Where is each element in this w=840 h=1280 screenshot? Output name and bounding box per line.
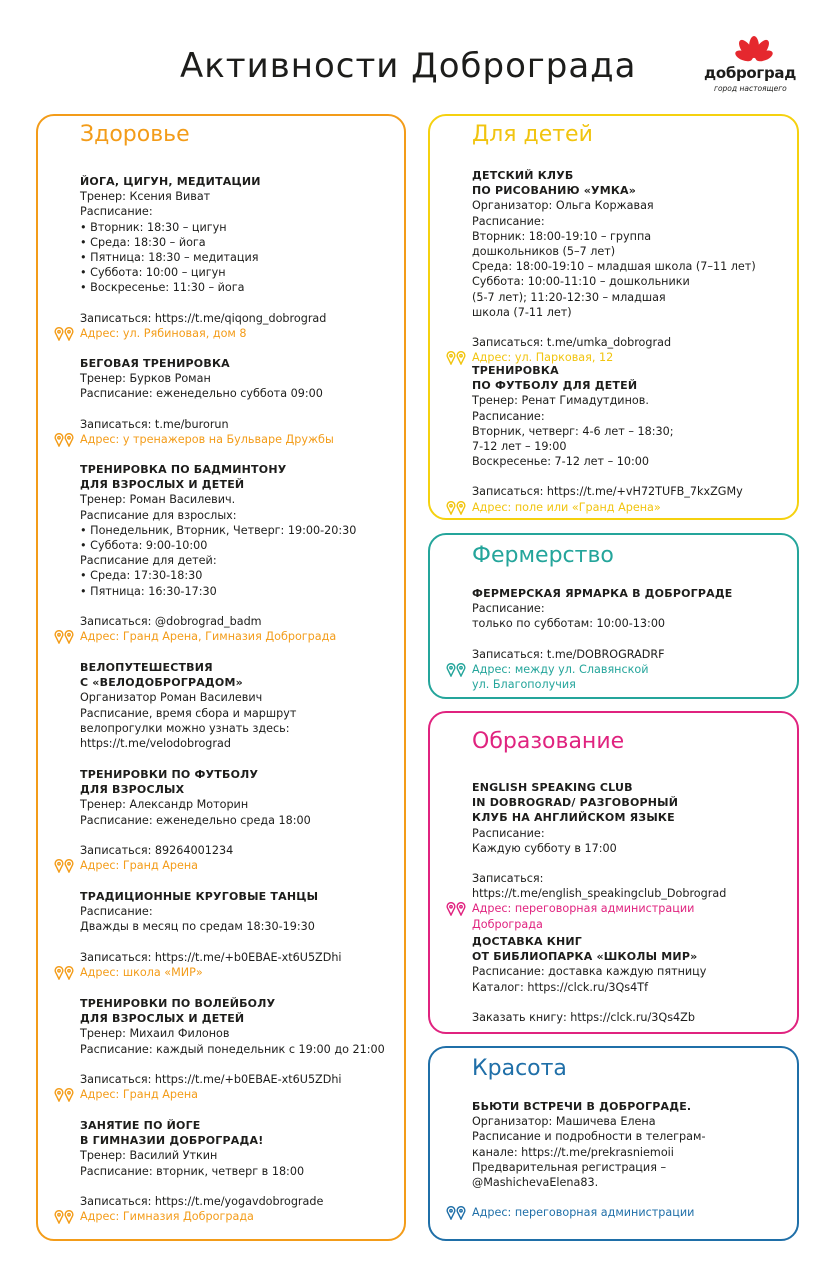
location-pins-icon [53, 327, 75, 341]
location-pins-icon [53, 630, 75, 644]
signup-link[interactable]: Записаться: 89264001234 [80, 843, 234, 857]
activity-badminton [80, 462, 394, 644]
address: Адрес: школа «МИР» [80, 965, 203, 979]
activity-velo [80, 660, 394, 751]
address: Адрес: Гранд Арена, Гимназия Доброграда [80, 630, 337, 644]
activity-title: ТРЕНИРОВКИ ПО ВОЛЕЙБОЛУ ДЛЯ ВЗРОСЛЫХ И ДЕТЕЙ [80, 997, 276, 1026]
activity-umka [472, 168, 787, 365]
logo [700, 36, 804, 98]
activity-yoga-qigong [80, 174, 394, 341]
activity-body: Расписание: Дважды в месяц по средам 18:30-19:30 [80, 905, 315, 934]
activity-title: ВЕЛОПУТЕШЕСТВИЯ С «ВЕЛОДОБРОГРАДОМ» [80, 661, 243, 690]
activity-body: Тренер: Ренат Гимадутдинов. Расписание: Вторник, четверг: 4-6 лет – 18:30; 7-12 лет – 19:00 Воскресенье: 7-12 лет – 10:00 [472, 394, 674, 469]
order-link[interactable]: Заказать книгу: https://clck.ru/3Qs4Zb [472, 1010, 695, 1024]
location-pins-icon [445, 351, 467, 365]
section-title: Фермерство [472, 543, 614, 568]
activity-body: Организатор: Ольга Коржавая Расписание: Вторник: 18:00-19:10 – группа дошкольников (5–7 лет) Среда: 18:00-19:10 – младшая школа (7–11 лет) Суббота: 10:00-11:10 – дошкольники (5-7 лет); 11:20-12:30 – младшая школа (7-11 лет) [472, 199, 756, 319]
signup-link[interactable]: Записаться: https://t.me/+vH72TUFB_7kxZGMy [472, 485, 743, 499]
section-title: Красота [472, 1056, 567, 1081]
location-pins-icon [53, 1210, 75, 1224]
activity-body: Тренер: Роман Василевич. Расписание для взрослых: • Понедельник, Вторник, Четверг: 19:00-20:30 • Суббота: 9:00-10:00 Расписание для детей: • Среда: 17:30-18:30 • Пятница: 16:30-17:30 [80, 493, 357, 598]
section-title: Здоровье [80, 122, 190, 147]
address: Адрес: ул. Рябиновая, дом 8 [80, 326, 247, 340]
activity-title: ДЕТСКИЙ КЛУБ ПО РИСОВАНИЮ «УМКА» [472, 169, 637, 198]
address: Адрес: Гимназия Доброграда [80, 1210, 254, 1224]
section-title: Образование [472, 729, 625, 754]
activity-title: БЕГОВАЯ ТРЕНИРОВКА [80, 357, 230, 370]
activity-title: ENGLISH SPEAKING CLUB IN DOBROGRAD/ РАЗГОВОРНЫЙ КЛУБ НА АНГЛИЙСКОМ ЯЗЫКЕ [472, 781, 679, 825]
activity-body: Тренер: Бурков Роман Расписание: еженедельно суббота 09:00 [80, 372, 323, 401]
activity-football-kids [472, 363, 787, 515]
address: Адрес: переговорная администрации [472, 1206, 695, 1220]
activity-title: ТРАДИЦИОННЫЕ КРУГОВЫЕ ТАНЦЫ [80, 890, 319, 903]
activity-title: ТРЕНИРОВКИ ПО ФУТБОЛУ ДЛЯ ВЗРОСЛЫХ [80, 768, 259, 797]
activity-title: ДОСТАВКА КНИГ ОТ БИБЛИОПАРКА «ШКОЛЫ МИР» [472, 935, 698, 964]
signup-link[interactable]: Записаться: https://t.me/english_speakingclub_Dobrograd [472, 872, 727, 901]
signup-link[interactable]: Записаться: @dobrograd_badm [80, 614, 262, 628]
logo-name: доброград [704, 64, 797, 82]
activity-title: БЬЮТИ ВСТРЕЧИ В ДОБРОГРАДЕ. [472, 1100, 692, 1113]
location-pins-icon [445, 501, 467, 515]
location-pins-icon [53, 966, 75, 980]
address: Адрес: поле или «Гранд Арена» [472, 500, 661, 514]
activity-body: Организатор Роман Василевич Расписание, время сбора и маршрут велопрогулки можно узнать здесь: https://t.me/velodobrograd [80, 691, 297, 751]
address: Адрес: Гранд Арена [80, 859, 199, 873]
section-health [36, 114, 406, 1241]
signup-link[interactable]: Записаться: t.me/burorun [80, 417, 229, 431]
activity-title: ЗАНЯТИЕ ПО ЙОГЕ В ГИМНАЗИИ ДОБРОГРАДА! [80, 1119, 264, 1148]
activity-body: Расписание: Каждую субботу в 17:00 [472, 826, 617, 855]
signup-link[interactable]: Записаться: https://t.me/+b0ЕВАЕ-xt6U5ZDhi [80, 950, 342, 964]
signup-link[interactable]: Записаться: https://t.me/+b0ЕВАЕ-xt6U5ZDhi [80, 1072, 342, 1086]
activity-beauty-meetings [472, 1099, 787, 1220]
activity-title: ТРЕНИРОВКА ПО ФУТБОЛУ ДЛЯ ДЕТЕЙ [472, 364, 638, 393]
activity-body: Тренер: Ксения Виват Расписание: • Вторник: 18:30 – цигун • Среда: 18:30 – йога • Пятница: 18:30 – медитация • Суббота: 10:00 – цигун • Воскресенье: 11:30 – йога [80, 190, 259, 295]
logo-slogan: город настоящего [714, 84, 787, 93]
activity-body: Расписание: только по субботам: 10:00-13:00 [472, 602, 666, 631]
location-pins-icon [53, 859, 75, 873]
activity-books-delivery [472, 934, 787, 1025]
location-pins-icon [445, 902, 467, 916]
activity-body: Тренер: Михаил Филонов Расписание: каждый понедельник с 19:00 до 21:00 [80, 1027, 385, 1056]
location-pins-icon [53, 433, 75, 447]
activity-title: ТРЕНИРОВКА ПО БАДМИНТОНУ ДЛЯ ВЗРОСЛЫХ И ДЕТЕЙ [80, 463, 287, 492]
activity-title: ЙОГА, ЦИГУН, МЕДИТАЦИИ [80, 175, 261, 188]
page-title: Активности Доброграда [180, 46, 637, 86]
activity-body: Тренер: Александр Моторин Расписание: еженедельно среда 18:00 [80, 798, 311, 827]
section-title: Для детей [472, 122, 593, 147]
address: Адрес: между ул. Славянской ул. Благополучия [472, 662, 649, 692]
activity-english-club [472, 780, 787, 932]
location-pins-icon [445, 1206, 467, 1220]
activity-dances [80, 889, 394, 980]
activity-volleyball [80, 996, 394, 1102]
section-kids [428, 114, 799, 520]
activity-body: Расписание: доставка каждую пятницу Каталог: https://clck.ru/3Qs4Tf [472, 965, 707, 994]
signup-link[interactable]: Записаться: https://t.me/yogavdobrograde [80, 1194, 324, 1208]
address: Адрес: переговорная администрации Доброграда [472, 902, 695, 931]
location-pins-icon [53, 1088, 75, 1102]
logo-petals-icon [734, 36, 774, 66]
address: Адрес: у тренажеров на Бульваре Дружбы [80, 432, 334, 446]
section-beauty [428, 1046, 799, 1241]
activity-body: Организатор: Машичева Елена Расписание и подробности в телеграм- канале: https://t.me/prekrasniemoii Предварительная регистрация – @MashichevaElena83. [472, 1115, 706, 1190]
location-pins-icon [445, 663, 467, 677]
signup-link[interactable]: Записаться: https://t.me/qiqong_dobrograd [80, 311, 327, 325]
signup-link[interactable]: Записаться: t.me/DOBROGRADRF [472, 647, 665, 661]
signup-link[interactable]: Записаться: t.me/umka_dobrograd [472, 336, 672, 350]
activity-farm-fair [472, 586, 787, 692]
activity-body: Тренер: Василий Уткин Расписание: вторник, четверг в 18:00 [80, 1149, 305, 1178]
activity-title: ФЕРМЕРСКАЯ ЯРМАРКА В ДОБРОГРАДЕ [472, 587, 733, 600]
section-education [428, 711, 799, 1034]
activity-football-adults [80, 767, 394, 873]
address: Адрес: Гранд Арена [80, 1088, 199, 1102]
activity-running [80, 356, 394, 447]
section-farm [428, 533, 799, 699]
activity-yoga-gymnasium [80, 1118, 394, 1224]
address: Адрес: ул. Парковая, 12 [472, 351, 614, 365]
